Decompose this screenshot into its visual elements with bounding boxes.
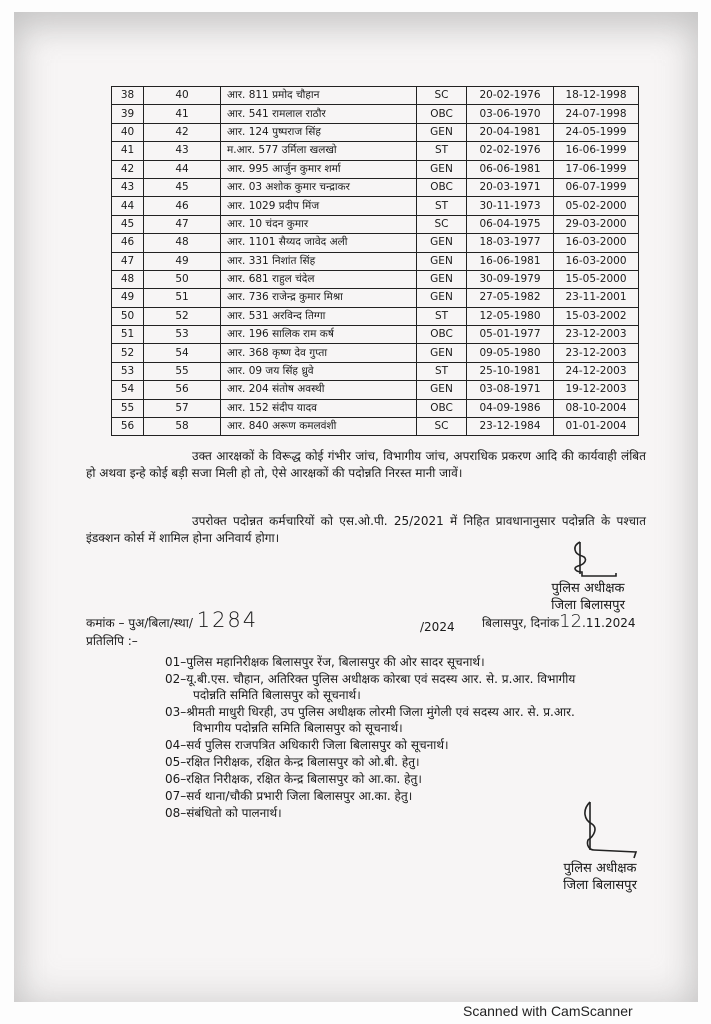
cell-date-of-appointment: 15-05-2000	[554, 270, 639, 288]
cell-category: SC	[417, 87, 467, 105]
table-row	[112, 270, 639, 288]
promotion-table	[111, 86, 639, 436]
cell-category: ST	[417, 307, 467, 325]
cell-serial-no: 40	[112, 123, 144, 141]
table-row	[112, 307, 639, 325]
cell-date-of-appointment: 05-02-2000	[554, 197, 639, 215]
cell-category: OBC	[417, 399, 467, 417]
cell-date-of-appointment: 01-01-2004	[554, 418, 639, 436]
cell-date-of-appointment: 16-03-2000	[554, 234, 639, 252]
cell-seniority-no: 55	[144, 362, 221, 380]
cell-category: GEN	[417, 289, 467, 307]
cell-category: GEN	[417, 160, 467, 178]
cell-category: SC	[417, 215, 467, 233]
copy-to-item	[165, 654, 650, 670]
cell-category: GEN	[417, 270, 467, 288]
cell-date-of-appointment: 16-06-1999	[554, 142, 639, 160]
cell-serial-no: 39	[112, 105, 144, 123]
cell-category: OBC	[417, 178, 467, 196]
cell-serial-no: 50	[112, 307, 144, 325]
cell-category: GEN	[417, 381, 467, 399]
cell-date-of-birth: 06-04-1975	[467, 215, 554, 233]
cell-seniority-no: 53	[144, 326, 221, 344]
cell-name: आर. 840 अरूण कमलवंशी	[221, 418, 417, 436]
copy-to-item	[165, 671, 650, 703]
table-row	[112, 215, 639, 233]
copy-to-item-text: 04–सर्व पुलिस राजपत्रित अधिकारी जिला बिलासपुर को सूचनार्थ।	[165, 738, 449, 752]
cell-date-of-appointment: 29-03-2000	[554, 215, 639, 233]
cell-name: आर. 204 संतोष अवस्थी	[221, 381, 417, 399]
table-row	[112, 105, 639, 123]
cell-category: GEN	[417, 252, 467, 270]
signature-1-district: जिला बिलासपुर	[551, 598, 625, 613]
copy-to-item-text: 06–रक्षित निरीक्षक, रक्षित केन्द्र बिलासपुर को आ.का. हेतु।	[165, 772, 422, 786]
copy-to-heading: प्रतिलिपि :–	[86, 634, 138, 648]
reference-number-line	[86, 608, 259, 632]
copy-to-item-text: 02–यू.बी.एस. चौहान, अतिरिक्त पुलिस अधीक्षक कोरबा एवं सदस्य आर. से. प्र.आर. विभागीय	[165, 672, 576, 686]
cell-category: SC	[417, 418, 467, 436]
cell-serial-no: 51	[112, 326, 144, 344]
cell-category: GEN	[417, 344, 467, 362]
cell-name: आर. 541 रामलाल राठौर	[221, 105, 417, 123]
table-row	[112, 381, 639, 399]
cell-name: आर. 152 संदीप यादव	[221, 399, 417, 417]
cell-serial-no: 44	[112, 197, 144, 215]
cell-date-of-birth: 09-05-1980	[467, 344, 554, 362]
table-row	[112, 326, 639, 344]
handwritten-signature-icon	[560, 800, 640, 860]
cell-name: आर. 531 अरविन्द तिग्गा	[221, 307, 417, 325]
cell-category: ST	[417, 362, 467, 380]
cell-seniority-no: 40	[144, 87, 221, 105]
table-row	[112, 362, 639, 380]
table-row	[112, 123, 639, 141]
cell-date-of-birth: 30-09-1979	[467, 270, 554, 288]
table-row	[112, 142, 639, 160]
copy-to-item-text: 01–पुलिस महानिरीक्षक बिलासपुर रेंज, बिलासपुर की ओर सादर सूचनार्थ।	[165, 655, 485, 669]
cell-category: OBC	[417, 105, 467, 123]
cell-date-of-appointment: 23-12-2003	[554, 344, 639, 362]
cell-serial-no: 48	[112, 270, 144, 288]
cell-category: ST	[417, 197, 467, 215]
cell-seniority-no: 42	[144, 123, 221, 141]
cell-date-of-birth: 20-04-1981	[467, 123, 554, 141]
cell-date-of-birth: 05-01-1977	[467, 326, 554, 344]
cell-seniority-no: 52	[144, 307, 221, 325]
cell-date-of-appointment: 24-12-2003	[554, 362, 639, 380]
cell-category: ST	[417, 142, 467, 160]
table-row	[112, 234, 639, 252]
cell-date-of-appointment: 16-03-2000	[554, 252, 639, 270]
cell-seniority-no: 58	[144, 418, 221, 436]
cell-seniority-no: 51	[144, 289, 221, 307]
cell-date-of-birth: 06-06-1981	[467, 160, 554, 178]
cell-date-of-appointment: 23-12-2003	[554, 326, 639, 344]
cell-name: आर. 995 आर्जुन कुमार शर्मा	[221, 160, 417, 178]
cell-name: आर. 331 निशांत सिंह	[221, 252, 417, 270]
camscanner-watermark: Scanned with CamScanner	[463, 1003, 633, 1019]
cell-serial-no: 49	[112, 289, 144, 307]
cell-seniority-no: 48	[144, 234, 221, 252]
cell-serial-no: 55	[112, 399, 144, 417]
date-suffix: .11.2024	[582, 616, 636, 630]
cell-seniority-no: 44	[144, 160, 221, 178]
cell-serial-no: 56	[112, 418, 144, 436]
cell-serial-no: 53	[112, 362, 144, 380]
copy-to-item-continuation: पदोन्नति समिति बिलासपुर को सूचनार्थ।	[193, 688, 361, 702]
cell-date-of-birth: 12-05-1980	[467, 307, 554, 325]
cell-seniority-no: 45	[144, 178, 221, 196]
copy-to-item	[165, 771, 650, 787]
cell-date-of-appointment: 23-11-2001	[554, 289, 639, 307]
cell-name: आर. 10 चंदन कुमार	[221, 215, 417, 233]
cell-name: आर. 681 राहुल चंदेल	[221, 270, 417, 288]
cell-name: आर. 811 प्रमोद चौहान	[221, 87, 417, 105]
paragraph-induction-text: उपरोक्त पदोन्नत कर्मचारियों को एस.ओ.पी. 25/2021 में निहित प्रावधानानुसार पदोन्नति के पश्चात इंडक्शन कोर्स में शामिल होना अनिवार्य होगा।	[86, 514, 646, 545]
cell-name: आर. 1029 प्रदीप मिंज	[221, 197, 417, 215]
signature-2-designation: पुलिस अधीक्षक	[563, 861, 637, 876]
cell-date-of-birth: 04-09-1986	[467, 399, 554, 417]
cell-date-of-appointment: 24-07-1998	[554, 105, 639, 123]
cell-name: आर. 03 अशोक कुमार चन्द्राकर	[221, 178, 417, 196]
cell-name: आर. 368 कृष्ण देव गुप्ता	[221, 344, 417, 362]
table-row	[112, 344, 639, 362]
cell-name: आर. 124 पुष्पराज सिंह	[221, 123, 417, 141]
copy-to-item-text: 07–सर्व थाना/चौकी प्रभारी जिला बिलासपुर आ.का. हेतु।	[165, 789, 413, 803]
cell-category: GEN	[417, 234, 467, 252]
cell-seniority-no: 43	[144, 142, 221, 160]
copy-to-item	[165, 737, 650, 753]
cell-date-of-appointment: 08-10-2004	[554, 399, 639, 417]
cell-date-of-birth: 03-08-1971	[467, 381, 554, 399]
handwritten-signature-icon	[558, 540, 618, 580]
cell-serial-no: 46	[112, 234, 144, 252]
cell-date-of-birth: 30-11-1973	[467, 197, 554, 215]
cell-seniority-no: 57	[144, 399, 221, 417]
paragraph-disciplinary-note	[86, 448, 646, 482]
cell-serial-no: 45	[112, 215, 144, 233]
cell-date-of-appointment: 19-12-2003	[554, 381, 639, 399]
reference-date	[482, 611, 636, 632]
cell-seniority-no: 46	[144, 197, 221, 215]
cell-name: म.आर. 577 उर्मिला खलखो	[221, 142, 417, 160]
table-row	[112, 399, 639, 417]
cell-date-of-appointment: 06-07-1999	[554, 178, 639, 196]
cell-serial-no: 47	[112, 252, 144, 270]
signature-2-district: जिला बिलासपुर	[563, 878, 637, 893]
cell-date-of-appointment: 15-03-2002	[554, 307, 639, 325]
cell-date-of-birth: 03-06-1970	[467, 105, 554, 123]
copy-to-item	[165, 754, 650, 770]
cell-serial-no: 54	[112, 381, 144, 399]
signature-block-1	[528, 540, 648, 614]
copy-to-list	[165, 654, 650, 822]
paragraph-disciplinary-text: उक्त आरक्षकों के विरूद्ध कोई गंभीर जांच, विभागीय जांच, अपराधिक प्रकरण आदि की कार्यवाही लंबित हो अथवा इन्हे कोई बड़ी सजा मिली हो तो, ऐसे आरक्षकों की पदोन्नति निरस्त मानी जावें।	[86, 449, 646, 480]
table-row	[112, 197, 639, 215]
copy-to-item-text: 03–श्रीमती माधुरी धिरही, उप पुलिस अधीक्षक लोरमी जिला मुंगेली एवं सदस्य आर. से. प्र.आर.	[165, 705, 575, 719]
cell-serial-no: 38	[112, 87, 144, 105]
cell-date-of-appointment: 24-05-1999	[554, 123, 639, 141]
cell-date-of-birth: 18-03-1977	[467, 234, 554, 252]
cell-date-of-birth: 20-02-1976	[467, 87, 554, 105]
table-row	[112, 160, 639, 178]
signature-1-designation: पुलिस अधीक्षक	[551, 581, 625, 596]
cell-name: आर. 09 जय सिंह ध्रुवे	[221, 362, 417, 380]
cell-seniority-no: 41	[144, 105, 221, 123]
reference-prefix: कमांक – पुअ/बिला/स्था/	[86, 616, 193, 630]
cell-serial-no: 42	[112, 160, 144, 178]
cell-date-of-birth: 16-06-1981	[467, 252, 554, 270]
table-row	[112, 289, 639, 307]
signature-block-2	[545, 800, 655, 894]
cell-name: आर. 1101 सैय्यद जावेद अली	[221, 234, 417, 252]
copy-to-item-text: 08–संबंधितो को पालनार्थ।	[165, 806, 282, 820]
cell-name: आर. 736 राजेन्द्र कुमार मिश्रा	[221, 289, 417, 307]
cell-seniority-no: 47	[144, 215, 221, 233]
cell-category: OBC	[417, 326, 467, 344]
cell-date-of-birth: 02-02-1976	[467, 142, 554, 160]
cell-seniority-no: 49	[144, 252, 221, 270]
table-row	[112, 418, 639, 436]
table-row	[112, 87, 639, 105]
copy-to-item	[165, 704, 650, 736]
cell-date-of-appointment: 18-12-1998	[554, 87, 639, 105]
cell-category: GEN	[417, 123, 467, 141]
handwritten-day: 12	[559, 611, 583, 632]
cell-date-of-appointment: 17-06-1999	[554, 160, 639, 178]
copy-to-item-continuation: विभागीय पदोन्नति समिति बिलासपुर को सूचनार्थ।	[193, 721, 403, 735]
cell-serial-no: 41	[112, 142, 144, 160]
table-row	[112, 252, 639, 270]
cell-date-of-birth: 27-05-1982	[467, 289, 554, 307]
cell-serial-no: 52	[112, 344, 144, 362]
cell-seniority-no: 50	[144, 270, 221, 288]
cell-date-of-birth: 23-12-1984	[467, 418, 554, 436]
reference-year: /2024	[420, 620, 455, 634]
table-row	[112, 178, 639, 196]
place-date-label: बिलासपुर, दिनांक	[482, 616, 560, 630]
reference-handwritten-number: 1284	[196, 608, 259, 632]
cell-date-of-birth: 20-03-1971	[467, 178, 554, 196]
cell-serial-no: 43	[112, 178, 144, 196]
cell-seniority-no: 54	[144, 344, 221, 362]
copy-to-item-text: 05–रक्षित निरीक्षक, रक्षित केन्द्र बिलासपुर को ओ.बी. हेतु।	[165, 755, 420, 769]
cell-date-of-birth: 25-10-1981	[467, 362, 554, 380]
cell-name: आर. 196 सालिक राम कर्ष	[221, 326, 417, 344]
cell-seniority-no: 56	[144, 381, 221, 399]
promotion-table-body	[112, 87, 639, 436]
